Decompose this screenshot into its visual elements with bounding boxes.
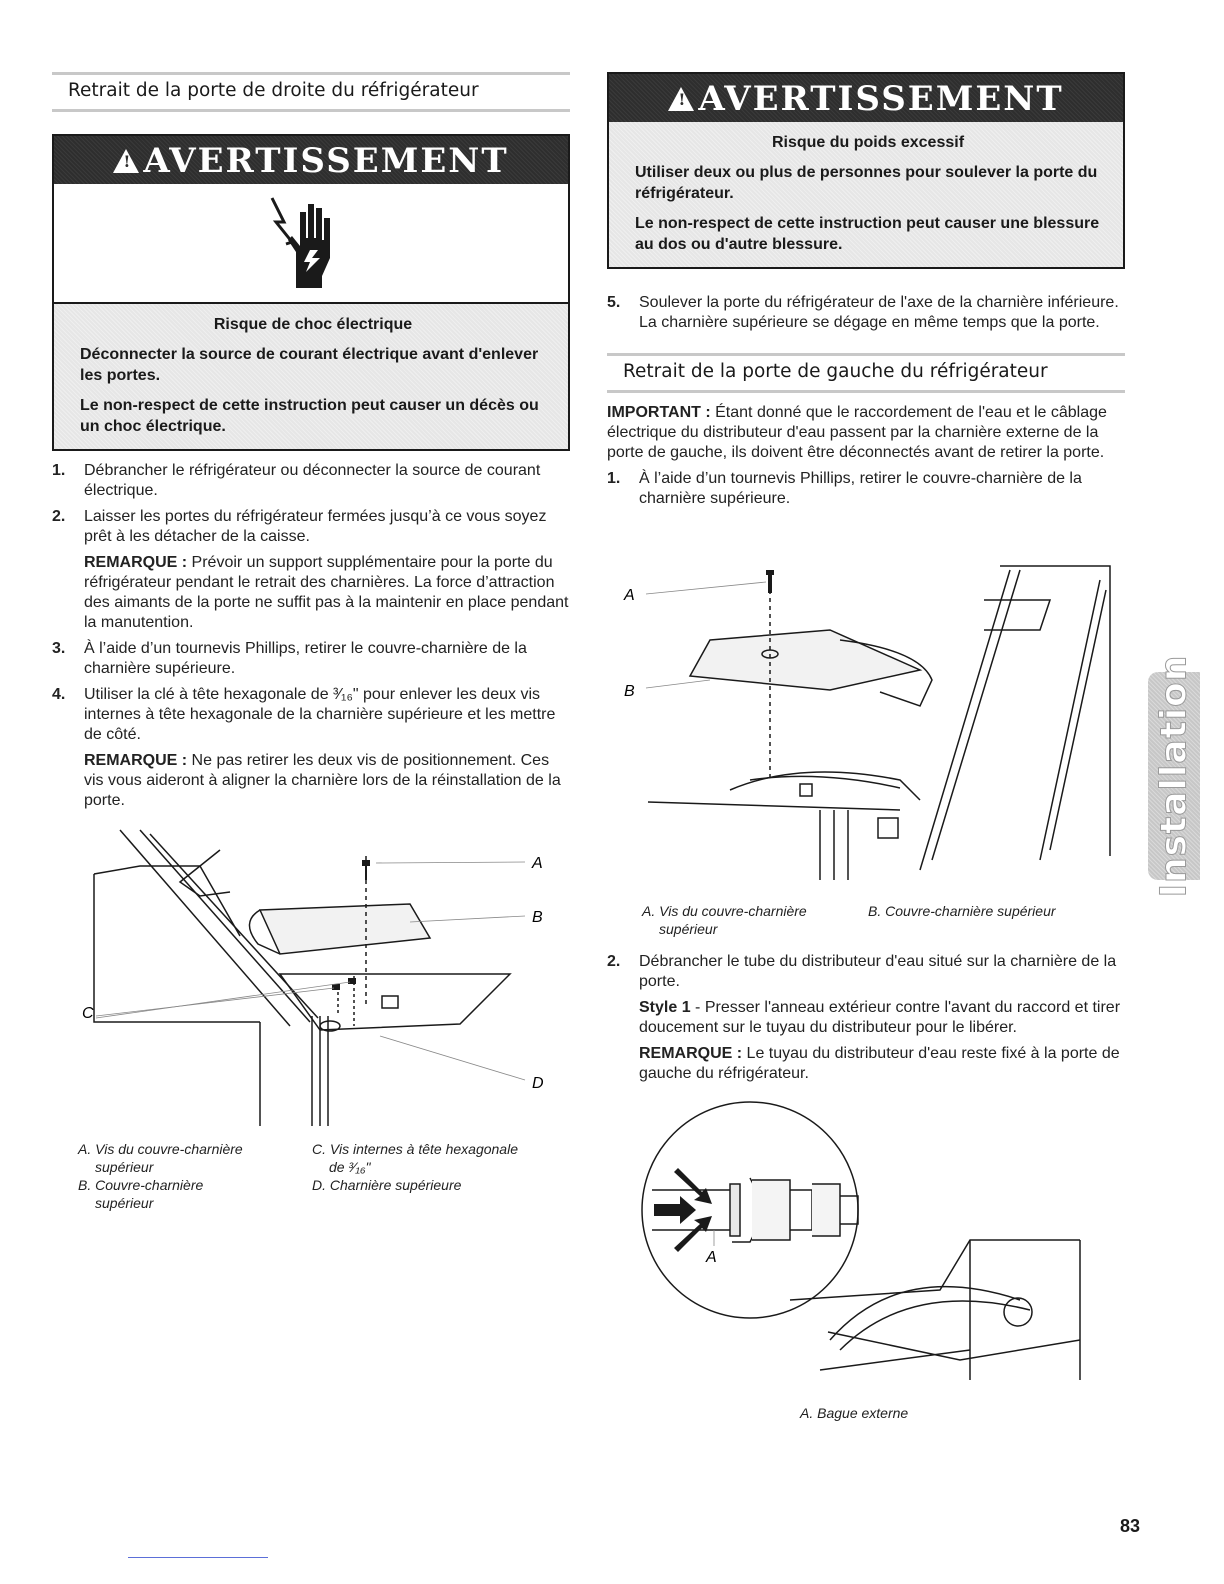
water-tube-illustration bbox=[640, 1100, 1100, 1390]
warning-banner: !AVERTISSEMENT bbox=[54, 136, 568, 184]
right-figure-caption-1a: A. Vis du couvre-charnière supérieur bbox=[642, 903, 807, 937]
step-2: 2. Laisser les portes du réfrigérateur fermées jusqu’à ce vous soyez prêt à les détacher de la caisse. REMARQUE : Prévoir un support supplémentaire pour la porte du réfrigérateur pendant le retrait des charnières. La force d’attraction des aimants de la porte ne suffit pas à la maintenir en place pendant la manutention. bbox=[52, 508, 569, 631]
warning-triangle-icon bbox=[668, 87, 694, 111]
footer-rule bbox=[128, 1557, 268, 1558]
left-door-hinge-illustration bbox=[620, 560, 1120, 880]
step-3: 3. À l’aide d’un tournevis Phillips, retirer le couvre-charnière de la charnière supérieure. bbox=[52, 640, 527, 677]
right-steps bbox=[607, 403, 1125, 509]
right-figure-caption-2: A. Bague externe bbox=[800, 1405, 909, 1421]
warning-icon-area bbox=[54, 184, 568, 304]
right-step-1: 1. À l’aide d’un tournevis Phillips, retirer le couvre-charnière de la charnière supérieure. bbox=[607, 470, 1082, 507]
electric-shock-warning bbox=[52, 134, 570, 451]
warning-text-right bbox=[609, 122, 1123, 267]
electric-shock-hand-icon bbox=[266, 192, 346, 292]
hazard-title: Risque de choc électrique bbox=[213, 316, 413, 333]
style-1-instructions: Style 1 - Presser l'anneau extérieur contre l'avant du raccord et tirer doucement sur le tuyau du distributeur pour le libérer. bbox=[639, 999, 1121, 1036]
figure-label-d: D bbox=[532, 1075, 544, 1092]
section-tab-installation: Installation bbox=[1148, 672, 1200, 880]
step-1: 1. Débrancher le réfrigérateur ou déconnecter la source de courant électrique. bbox=[52, 462, 541, 499]
figure-label-b-right: B bbox=[624, 683, 635, 700]
warning-triangle-icon bbox=[113, 149, 139, 173]
right-steps-top bbox=[607, 293, 1125, 333]
warning-line-2: Le non-respect de cette instruction peut causer un décès ou un choc électrique. bbox=[80, 397, 539, 435]
left-steps bbox=[52, 461, 570, 811]
step-4-note: REMARQUE : Ne pas retirer les deux vis de positionnement. Ces vis vous aideront à aligner la charnière lors de la réinstallation de la porte. bbox=[84, 752, 561, 809]
weight-warning bbox=[607, 72, 1125, 269]
figure-label-b: B bbox=[532, 909, 543, 926]
step-4: 4. Utiliser la clé à tête hexagonale de ³⁄₁₆" pour enlever les deux vis internes à tête hexagonale de la charnière supérieure et les mettre de côté. REMARQUE : Ne pas retirer les deux vis de positionnement. Ces vis vous aideront à aligner la charnière lors de la réinstallation de la porte. bbox=[52, 685, 570, 811]
step-2-note: REMARQUE : Prévoir un support supplémentaire pour la porte du réfrigérateur pendant le retrait des charnières. La force d’attraction des aimants de la porte ne suffit pas à la maintenir en place pendant la manutention. bbox=[84, 554, 569, 631]
left-figure-caption-1: A. Vis du couvre-charnière supérieur B. Couvre-charnière supérieur bbox=[78, 1141, 243, 1211]
important-note: IMPORTANT : Étant donné que le raccordement de l'eau et le câblage électrique du distributeur d'eau passent par la charnière externe de la porte de gauche, ils doivent être déconnectés avant de retirer la porte. bbox=[607, 404, 1107, 461]
page-number: 83 bbox=[1120, 1516, 1141, 1536]
warning-right-line-1: Utiliser deux ou plus de personnes pour soulever la porte du réfrigérateur. bbox=[635, 164, 1098, 202]
right-step-2: 2. Débrancher le tube du distributeur d'eau situé sur la charnière de la porte. Style 1 - Presser l'anneau extérieur contre l'avant du raccord et tirer doucement sur le tuyau du distributeur pour le libérer. REMARQUE : Le tuyau du distributeur d'eau reste fixé à la porte de gauche du réfrigérateur. bbox=[607, 952, 1125, 1084]
section-title-right-door: Retrait de la porte de droite du réfrigérateur bbox=[52, 72, 570, 112]
left-figure-caption-2: C. Vis internes à tête hexagonale de ³⁄₁₆" D. Charnière supérieure bbox=[312, 1141, 518, 1193]
figure-label-a-right: A bbox=[624, 587, 635, 604]
right-step-2-note: REMARQUE : Le tuyau du distributeur d'eau reste fixé à la porte de gauche du réfrigérateur. bbox=[639, 1045, 1120, 1082]
right-column bbox=[607, 72, 1125, 515]
right-steps-bottom bbox=[607, 952, 1125, 1090]
left-column bbox=[52, 72, 570, 817]
section-title-left-door: Retrait de la porte de gauche du réfrigérateur bbox=[607, 353, 1125, 393]
figure-label-a-tube: A bbox=[706, 1249, 717, 1266]
warning-banner-right: !AVERTISSEMENT bbox=[609, 74, 1123, 122]
hazard-title-right: Risque du poids excessif bbox=[771, 134, 965, 151]
figure-label-c: C bbox=[82, 1005, 94, 1022]
right-figure-caption-1b: B. Couvre-charnière supérieur bbox=[868, 903, 1056, 919]
warning-text bbox=[54, 304, 568, 449]
warning-right-line-2: Le non-respect de cette instruction peut causer une blessure au dos ou d'autre blessure. bbox=[635, 215, 1100, 253]
right-door-hinge-illustration bbox=[80, 826, 550, 1126]
figure-label-a: A bbox=[532, 855, 543, 872]
warning-line-1: Déconnecter la source de courant électrique avant d'enlever les portes. bbox=[80, 346, 539, 384]
step-5: 5. Soulever la porte du réfrigérateur de l'axe de la charnière inférieure. La charnière supérieure se dégage en même temps que la porte. bbox=[607, 294, 1119, 331]
